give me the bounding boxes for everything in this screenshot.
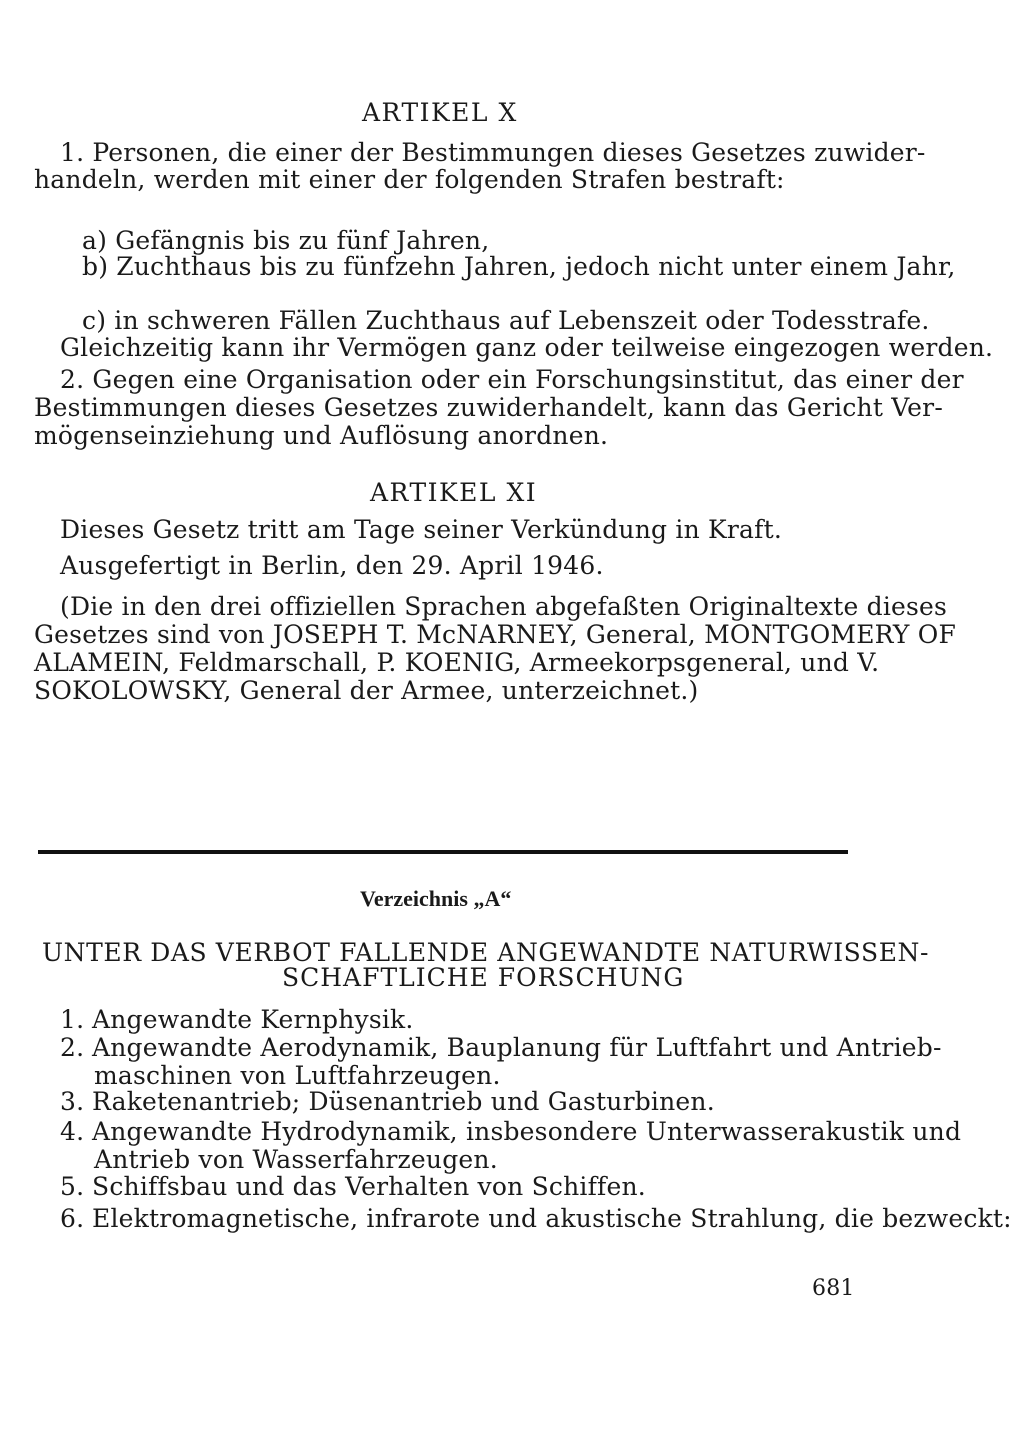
list-item (60, 1087, 715, 1116)
signatories-note-line4: SOKOLOWSKY, General der Armee, unterzeichnet.) (34, 676, 699, 705)
list-item-continuation: maschinen von Luftfahrzeugen. (94, 1061, 501, 1090)
artikel-x-heading: ARTIKEL X (362, 98, 518, 127)
list-item (60, 1204, 1012, 1233)
penalty-c: c) in schweren Fällen Zuchthaus auf Lebenszeit oder Todesstrafe. (82, 306, 930, 335)
list-item-text: Schiffsbau und das Verhalten von Schiffen. (92, 1172, 646, 1201)
artikel-x-para2-line3: mögenseinziehung und Auflösung anordnen. (34, 421, 609, 450)
artikel-x-para1-line1: 1. Personen, die einer der Bestimmungen dieses Gesetzes zuwider- (60, 138, 926, 167)
list-item-number: 2. (60, 1033, 85, 1062)
artikel-xi-line1: Dieses Gesetz tritt am Tage seiner Verkündung in Kraft. (60, 515, 783, 544)
artikel-x-para1-tail: Gleichzeitig kann ihr Vermögen ganz oder teilweise eingezogen werden. (60, 333, 994, 362)
list-item-number: 5. (60, 1172, 85, 1201)
signatories-note-line1: (Die in den drei offiziellen Sprachen abgefaßten Originaltexte dieses (60, 592, 948, 621)
verzeichnis-subtitle-line2: SCHAFTLICHE FORSCHUNG (282, 963, 685, 992)
signatories-note-line2: Gesetzes sind von JOSEPH T. McNARNEY, General, MONTGOMERY OF (34, 620, 956, 649)
list-item-number: 3. (60, 1087, 85, 1116)
list-item (60, 1172, 646, 1201)
list-item-continuation: Antrieb von Wasserfahrzeugen. (94, 1145, 498, 1174)
artikel-xi-line2: Ausgefertigt in Berlin, den 29. April 1946. (60, 551, 604, 580)
verzeichnis-title: Verzeichnis „A“ (360, 886, 512, 911)
list-item-text: Angewandte Aerodynamik, Bauplanung für Luftfahrt und Antrieb- (92, 1033, 942, 1062)
list-item-number: 6. (60, 1204, 85, 1233)
list-item-text: Raketenantrieb; Düsenantrieb und Gasturbinen. (92, 1087, 715, 1116)
artikel-x-para1-line2: handeln, werden mit einer der folgenden Strafen bestraft: (34, 165, 785, 194)
artikel-x-para2-line2: Bestimmungen dieses Gesetzes zuwiderhandelt, kann das Gericht Ver- (34, 393, 943, 422)
list-item (60, 1005, 414, 1034)
section-divider (38, 850, 848, 854)
verzeichnis-subtitle-line1: UNTER DAS VERBOT FALLENDE ANGEWANDTE NATURWISSEN- (42, 938, 930, 967)
list-item-text: Angewandte Hydrodynamik, insbesondere Unterwasserakustik und (92, 1117, 962, 1146)
list-item (60, 1117, 961, 1146)
penalty-b: b) Zuchthaus bis zu fünfzehn Jahren, jedoch nicht unter einem Jahr, (82, 252, 956, 281)
list-item (60, 1033, 942, 1062)
list-item-number: 1. (60, 1005, 85, 1034)
artikel-x-para2-line1: 2. Gegen eine Organisation oder ein Forschungsinstitut, das einer der (60, 365, 964, 394)
page-number: 681 (812, 1276, 855, 1301)
signatories-note-line3: ALAMEIN, Feldmarschall, P. KOENIG, Armeekorpsgeneral, und V. (34, 648, 880, 677)
penalty-a: a) Gefängnis bis zu fünf Jahren, (82, 226, 490, 255)
artikel-xi-heading: ARTIKEL XI (370, 478, 538, 507)
list-item-number: 4. (60, 1117, 85, 1146)
list-item-text: Elektromagnetische, infrarote und akustische Strahlung, die bezweckt: (92, 1204, 1012, 1233)
list-item-text: Angewandte Kernphysik. (92, 1005, 414, 1034)
